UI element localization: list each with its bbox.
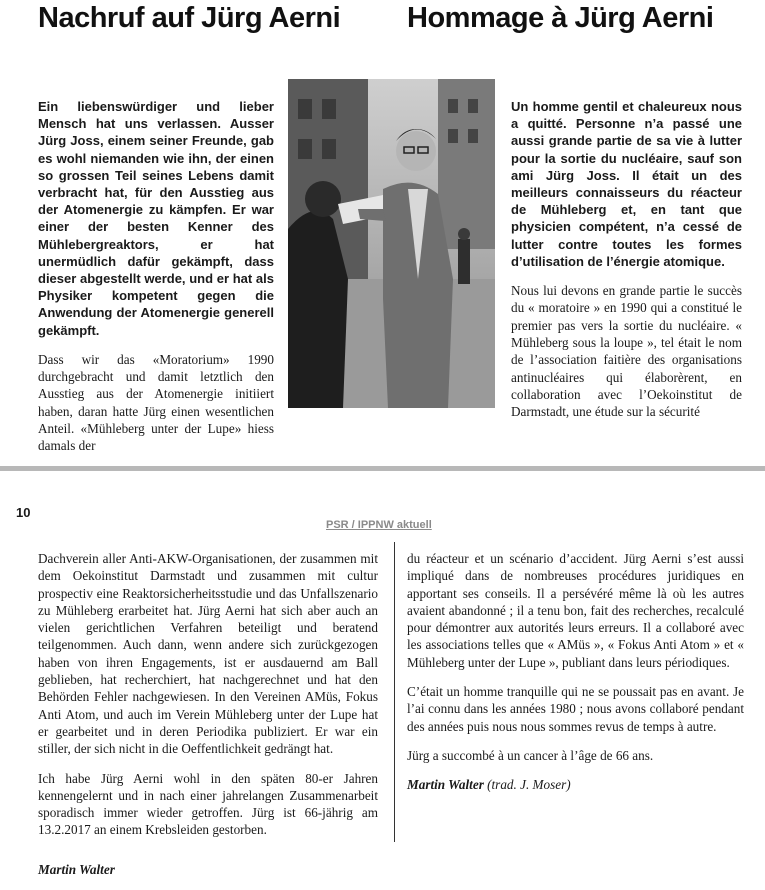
translator-credit: (trad. J. Moser): [487, 777, 571, 793]
column-de-top: [38, 98, 274, 467]
signature-de: Martin Walter: [38, 861, 115, 877]
column-de-bottom: [38, 550, 378, 890]
running-header: PSR / IPPNW aktuell: [326, 519, 432, 531]
column-divider: [394, 542, 395, 842]
paragraph-fr-1-continued: du réacteur et un scénario d’accident. Jürg Aerni s’est aussi impliqué dans de nombreuses procédures juridiques en apportant ses conseils. Il a persévéré même là où les autres avaient abandonné ; il a tenu bon, fait des recherches, recalculé pour démontrer aux autorités leurs erreurs. Il a collaboré avec les associations telles que « AMüs », « Fokus Anti Atom » et « Mühleberg unter der Lupe », publiant dans leurs périodiques.: [407, 551, 744, 670]
portrait-photo: [288, 79, 495, 408]
paragraph-de-1-continued: Dachverein aller Anti-AKW-Organisationen, der zusammen mit dem Oekoinstitut Darmstadt und zusammen mit cultur prospectiv eine Reaktorsicherheitsstudie und das Unfallszenario zu Mühleberg erarbeitet hat. Jürg Aerni hat sich aber auch an vielen gerichtlichen Verfahren beteiligt und beratend teilgenommen. Auch dann, wenn andere sich zurückgezogen haben von ihren Engagements, ist er ausdauernd am Ball geblieben, hat recherchiert, hat nachgerechnet und hat den Behörden Fehler nachgewiesen. In den Vereinen AMüs, Fokus Anti Atom, und auch im Verein Mühleberg unter der Lupe hat er gearbeitet und in deren Periodika publiziert. Er war ein stiller, der sich nicht in die Oeffentlichkeit gedrängt hat.: [38, 551, 378, 757]
signature-fr: Martin Walter: [407, 777, 484, 793]
paragraph-de-2: Ich habe Jürg Aerni wohl in den späten 80-er Jahren kennengelernt und in nach einer jahrelangen Zusammenarbeit sporadisch immer wieder getroffen. Jürg ist 66-jährig am 13.2.2017 an einem Krebsleiden gestorben.: [38, 770, 378, 838]
column-fr-bottom: [407, 550, 744, 806]
title-fr: Hommage à Jürg Aerni: [407, 2, 714, 34]
lead-de: Ein liebenswürdiger und lieber Mensch hat uns verlassen. Ausser Jürg Joss, einem seiner Freunde, gab es wohl niemanden wie ihn, der einen so grossen Teil seines Lebens damit verbracht hat, für den Ausstieg aus der Atomenergie zu kämpfen. Er war einer der besten Kenner des Mühlebergreaktors, er hat unermüdlich dafür gekämpft, dass dieser abgestellt werde, und er hat als Physiker kompetent gegen die Anwendung der Atomenergie generell gekämpft.: [38, 99, 274, 338]
page-number: 10: [16, 505, 31, 520]
title-de: Nachruf auf Jürg Aerni: [38, 2, 341, 34]
page-separator: [0, 466, 765, 471]
column-fr-top: [511, 98, 742, 432]
lead-fr: Un homme gentil et chaleureux nous a quitté. Personne n’a passé une aussi grande partie de sa vie à lutter pour la sortie du nucléaire, sauf son ami Jürg Joss. Il était un des meilleurs connaisseurs du réacteur de Mühleberg et, en tant que physicien compétent, n’a cessé de lutter contre toutes les formes d’utilisation de l’énergie atomique.: [511, 99, 742, 269]
paragraph-fr-1: Nous lui devons en grande partie le succès du « moratoire » en 1990 qui a constitué le premier pas vers la sortie du nucléaire. « Mühleberg sous la loupe », tel était le nom de l’association faitière des organisations antinucléaires qui élaborèrent, en collaboration avec l’Oekoinstitut de Darmstadt, une étude sur la sécurité: [511, 283, 742, 420]
paragraph-fr-2: C’était un homme tranquille qui ne se poussait pas en avant. Je l’ai connu dans les années 1980 ; nous avons collaboré pendant des années puis nous nous sommes revus de temps à autre.: [407, 684, 744, 734]
paragraph-de-1: Dass wir das «Moratorium» 1990 durchgebracht und damit letztlich den Ausstieg aus der Atomenergie initiiert haben, daran hatte Jürg einen wesentlichen Anteil. «Mühleberg unter der Lupe» hiess damals der: [38, 351, 274, 454]
paragraph-fr-3: Jürg a succombé à un cancer à l’âge de 66 ans.: [407, 747, 654, 763]
